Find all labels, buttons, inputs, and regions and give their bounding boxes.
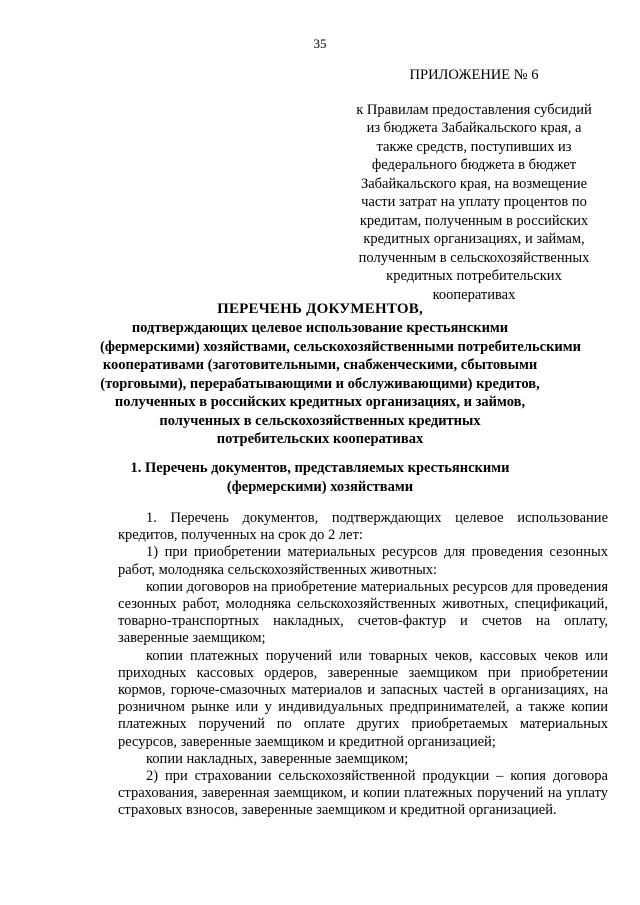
document-subtitle-line: кооперативами (заготовительными, снабженческими, сбытовыми (102, 357, 538, 373)
appendix-line: из бюджета Забайкальского края, а (366, 120, 582, 136)
page-number: 35 (313, 36, 327, 51)
appendix-line: кредитных потребительских (386, 268, 562, 284)
paragraph: 2) при страховании сельскохозяйственной продукции – копия договора страхования, заверенная заемщиком, и копии платежных поручений на уплату страховых взносов, заверенные заемщиком и кредитной организацией. (118, 768, 608, 819)
appendix-block (355, 66, 593, 304)
appendix-line: также средств, поступивших из (376, 138, 572, 155)
paragraph: копии платежных поручений или товарных чеков, кассовых чеков или приходных кассовых ордеров, заверенные заемщиком при приобретении кормов, горюче-смазочных материалов и запасных частей в организациях, на розничном рынке или у индивидуальных предпринимателей, а также копии платежных поручений по оплате других приобретаемых материальных ресурсов, заверенные заемщиком и кредитной организацией; (118, 647, 608, 750)
document-subtitle-line: полученных в российских кредитных организациях, и займов, (114, 394, 526, 410)
document-subtitle-line: потребительских кооперативах (216, 431, 424, 447)
paragraph: копии накладных, заверенные заемщиком; (146, 750, 409, 767)
paragraph: 1. Перечень документов, подтверждающих целевое использование кредитов, полученных на срок до 2 лет: (118, 510, 608, 544)
appendix-line: Забайкальского края, на возмещение (360, 175, 588, 192)
section-heading (100, 459, 540, 496)
body-text (118, 510, 608, 820)
section-heading-line: (фермерскими) хозяйствами (226, 478, 414, 495)
appendix-line: кредитных организациях, и займам, (363, 231, 585, 247)
paragraph: копии договоров на приобретение материальных ресурсов для проведения сезонных работ, молодняка сельскохозяйственных животных, спецификаций, товарно-транспортных накладных, счетов-фактур и счетов на оплату, заверенные заемщиком; (118, 578, 608, 647)
appendix-line: части затрат на уплату процентов по (361, 194, 587, 210)
section-heading-line: 1. Перечень документов, представляемых крестьянскими (130, 460, 510, 476)
document-title-block (100, 300, 582, 449)
document-subtitle-line: (торговыми), перерабатывающими и обслуживающими) кредитов, (100, 375, 540, 392)
appendix-description (355, 101, 593, 305)
appendix-title: ПРИЛОЖЕНИЕ № 6 (409, 67, 539, 83)
document-subtitle-line: подтверждающих целевое использование крестьянскими (131, 320, 509, 336)
document-subtitle-line: полученных в сельскохозяйственных кредитных (159, 412, 481, 429)
appendix-line: федерального бюджета в бюджет (371, 157, 577, 173)
appendix-line: кредитам, полученным в российских (359, 212, 589, 229)
appendix-line: к Правилам предоставления субсидий (356, 101, 592, 118)
appendix-line: кооперативах (432, 286, 516, 303)
document-subtitle-line: (фермерскими) хозяйствами, сельскохозяйственными потребительскими (100, 338, 582, 355)
paragraph: 1) при приобретении материальных ресурсов для проведения сезонных работ, молодняка сельскохозяйственных животных: (118, 544, 608, 578)
document-title: ПЕРЕЧЕНЬ ДОКУМЕНТОВ, (217, 301, 423, 317)
appendix-line: полученным в сельскохозяйственных (358, 249, 590, 266)
